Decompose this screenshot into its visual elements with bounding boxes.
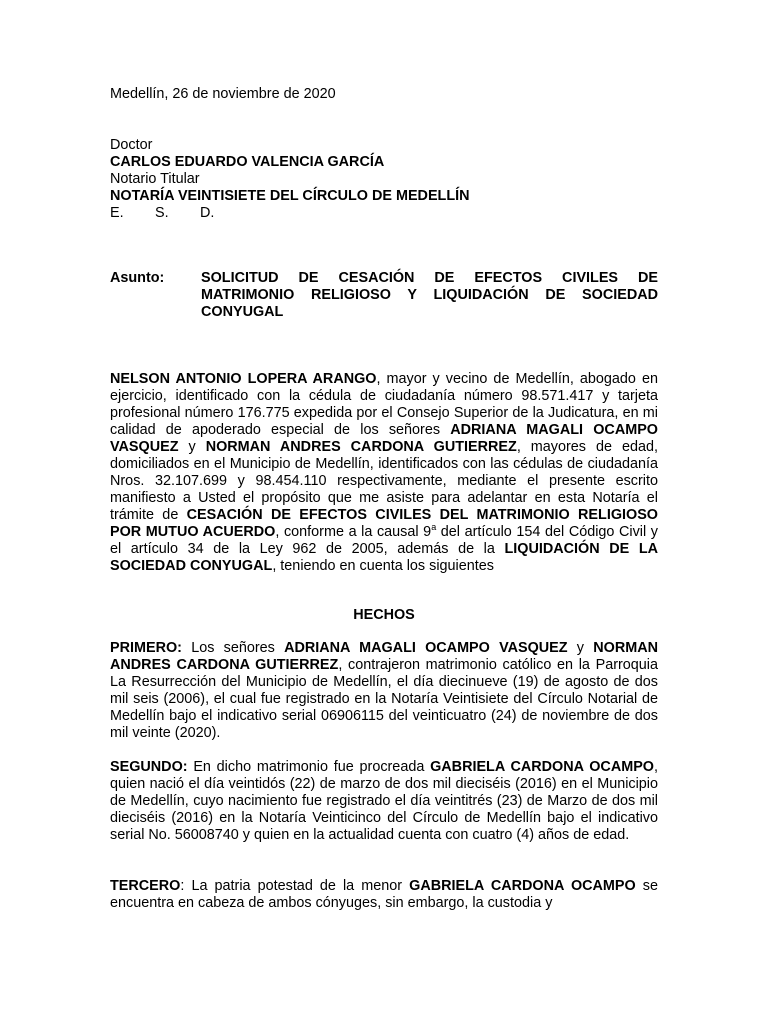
addressee-block — [110, 137, 658, 222]
fact-segundo — [110, 759, 658, 844]
intro-text-1: , mayor y vecino de Medellín, abogado en ejercicio, identificado con la cédula de ciudadanía número 98.571.417 y tarjeta profesional número 176.775 expedida por el Consejo Superior de la Judicatura, en mi calidad de apoderado especial de los señores — [110, 371, 658, 438]
fact-primero-text-3: , contrajeron matrimonio católico en la Parroquia La Resurrección del Municipio de Medellín, el día diecinueve (19) de agosto de dos mil seis (2006), el cual fue registrado en la Notaría Veintisiete del Círculo Notarial de Medellín bajo el indicativo serial 06906115 del veinticuatro (24) de noviembre de dos mil veinte (2020). — [110, 657, 658, 741]
intro-paragraph — [110, 371, 658, 575]
fact-tercero-text-2: se encuentra en cabeza de ambos cónyuges, sin embargo, la custodia y — [110, 878, 659, 911]
subject-label: Asunto: — [110, 270, 165, 286]
fact-segundo-label: SEGUNDO: — [110, 759, 188, 775]
date-line: Medellín, 26 de noviembre de 2020 — [110, 86, 336, 102]
intro-text-6: , teniendo en cuenta los siguientes — [272, 558, 494, 574]
hechos-heading: HECHOS — [353, 607, 415, 623]
fact-primero — [110, 640, 658, 742]
fact-tercero-label: TERCERO — [110, 878, 181, 894]
addressee-name: CARLOS EDUARDO VALENCIA GARCÍA — [110, 154, 385, 170]
ordinal-superscript: a — [431, 522, 437, 533]
attorney-name: NELSON ANTONIO LOPERA ARANGO — [110, 371, 377, 387]
fact-primero-text-2: y — [567, 640, 594, 656]
fact-primero-text-1: Los señores — [181, 640, 285, 656]
client-name-1: ADRIANA MAGALI OCAMPO VASQUEZ — [110, 422, 658, 455]
procedure-name: CESACIÓN DE EFECTOS CIVILES DEL MATRIMONIO RELIGIOSO POR MUTUO ACUERDO — [110, 507, 658, 540]
esd-s: S. — [155, 205, 169, 221]
esd-d: D. — [200, 205, 215, 221]
fact-tercero-text-1: : La patria potestad de la menor — [180, 878, 410, 894]
fact-segundo-child: GABRIELA CARDONA OCAMPO — [430, 759, 654, 775]
esd-e: E. — [110, 205, 124, 221]
fact-tercero — [110, 878, 658, 912]
addressee-title: Notario Titular — [110, 171, 200, 187]
intro-text-5: del artículo 154 del Código Civil y el artículo 34 de la Ley 962 de 2005, además de la — [110, 524, 659, 557]
fact-segundo-text-2: , quien nació el día veintidós (22) de marzo de dos mil dieciséis (2016) en el Municipio de Medellín, cuyo nacimiento fue registrado el día veintitrés (23) de Marzo de dos mil dieciséis (2016) en la Notaría Veinticinco del Círculo de Medellín bajo el indicativo serial No. 56008740 y quien en la actualidad cuenta con cuatro (4) años de edad. — [110, 759, 658, 843]
liquidation-name: LIQUIDACIÓN DE LA SOCIEDAD CONYUGAL — [110, 541, 658, 574]
intro-text-2: y — [178, 439, 206, 455]
addressee-office: NOTARÍA VEINTISIETE DEL CÍRCULO DE MEDELLÍN — [110, 188, 470, 204]
intro-text-3: , mayores de edad, domiciliados en el Municipio de Medellín, identificados con las cédulas de ciudadanía Nros. 32.107.699 y 98.454.110 respectivamente, mediante el presente escrito manifiesto a Usted el propósito que me asiste para adelantar en esta Notaría el trámite de — [110, 439, 658, 523]
client-name-2: NORMAN ANDRES CARDONA GUTIERREZ — [205, 439, 517, 455]
addressee-salutation: Doctor — [110, 137, 153, 153]
fact-primero-label: PRIMERO: — [110, 640, 182, 656]
fact-primero-client-2: NORMAN ANDRES CARDONA GUTIERREZ — [110, 640, 658, 673]
intro-text-4: , conforme a la causal 9 — [275, 524, 432, 540]
fact-segundo-text-1: En dicho matrimonio fue procreada — [187, 759, 431, 775]
esd-line — [110, 205, 658, 222]
fact-primero-client-1: ADRIANA MAGALI OCAMPO VASQUEZ — [284, 640, 568, 656]
fact-tercero-child: GABRIELA CARDONA OCAMPO — [409, 878, 636, 894]
subject-text: SOLICITUD DE CESACIÓN DE EFECTOS CIVILES DE MATRIMONIO RELIGIOSO Y LIQUIDACIÓN DE SOCIEDAD CONYUGAL — [201, 270, 658, 320]
